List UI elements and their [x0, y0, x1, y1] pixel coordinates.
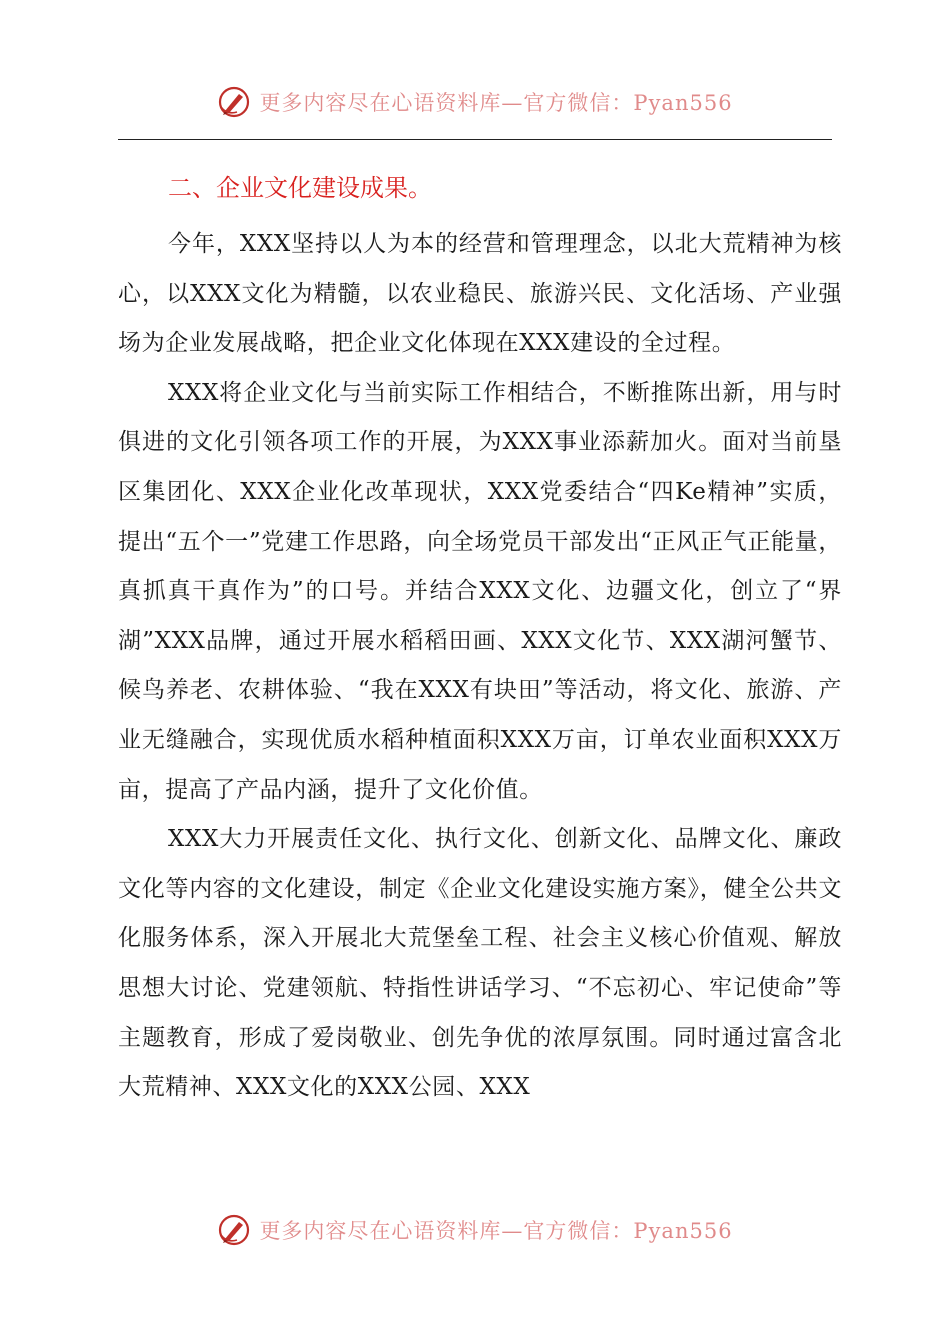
header-divider	[118, 139, 832, 140]
document-body	[118, 168, 842, 1113]
pen-logo-icon	[217, 1213, 251, 1247]
header-watermark-text: 更多内容尽在心语资料库—官方微信：Pyan556	[259, 91, 733, 115]
footer-watermark-banner	[0, 1210, 950, 1250]
section-heading: 二、企业文化建设成果。	[168, 174, 432, 202]
footer-watermark-text: 更多内容尽在心语资料库—官方微信：Pyan556	[259, 1219, 733, 1243]
pen-logo-icon	[217, 85, 251, 119]
paragraph-3: XXX大力开展责任文化、执行文化、创新文化、品牌文化、廉政文化等内容的文化建设，制定《企业文化建设实施方案》，健全公共文化服务体系，深入开展北大荒堡垒工程、社会主义核心价值观、解放思想大讨论、党建领航、特指性讲话学习、“不忘初心、牢记使命”等主题教育，形成了爱岗敬业、创先争优的浓厚氛围。同时通过富含北大荒精神、XXX文化的XXX公园、XXX	[118, 826, 842, 1101]
paragraph-1: 今年，XXX坚持以人为本的经营和管理理念，以北大荒精神为核心，以XXX文化为精髓，以农业稳民、旅游兴民、文化活场、产业强场为企业发展战略，把企业文化体现在XXX建设的全过程。	[118, 231, 842, 357]
paragraph-2: XXX将企业文化与当前实际工作相结合，不断推陈出新，用与时俱进的文化引领各项工作的开展，为XXX事业添薪加火。面对当前垦区集团化、XXX企业化改革现状，XXX党委结合“四Ke精神”实质，提出“五个一”党建工作思路，向全场党员干部发出“正风正气正能量，真抓真干真作为”的口号。并结合XXX文化、边疆文化，创立了“界湖”XXX品牌，通过开展水稻稻田画、XXX文化节、XXX湖河蟹节、候鸟养老、农耕体验、“我在XXX有块田”等活动，将文化、旅游、产业无缝融合，实现优质水稻种植面积XXX万亩，订单农业面积XXX万亩，提高了产品内涵，提升了文化价值。	[118, 379, 842, 803]
header-watermark-banner	[0, 82, 950, 122]
